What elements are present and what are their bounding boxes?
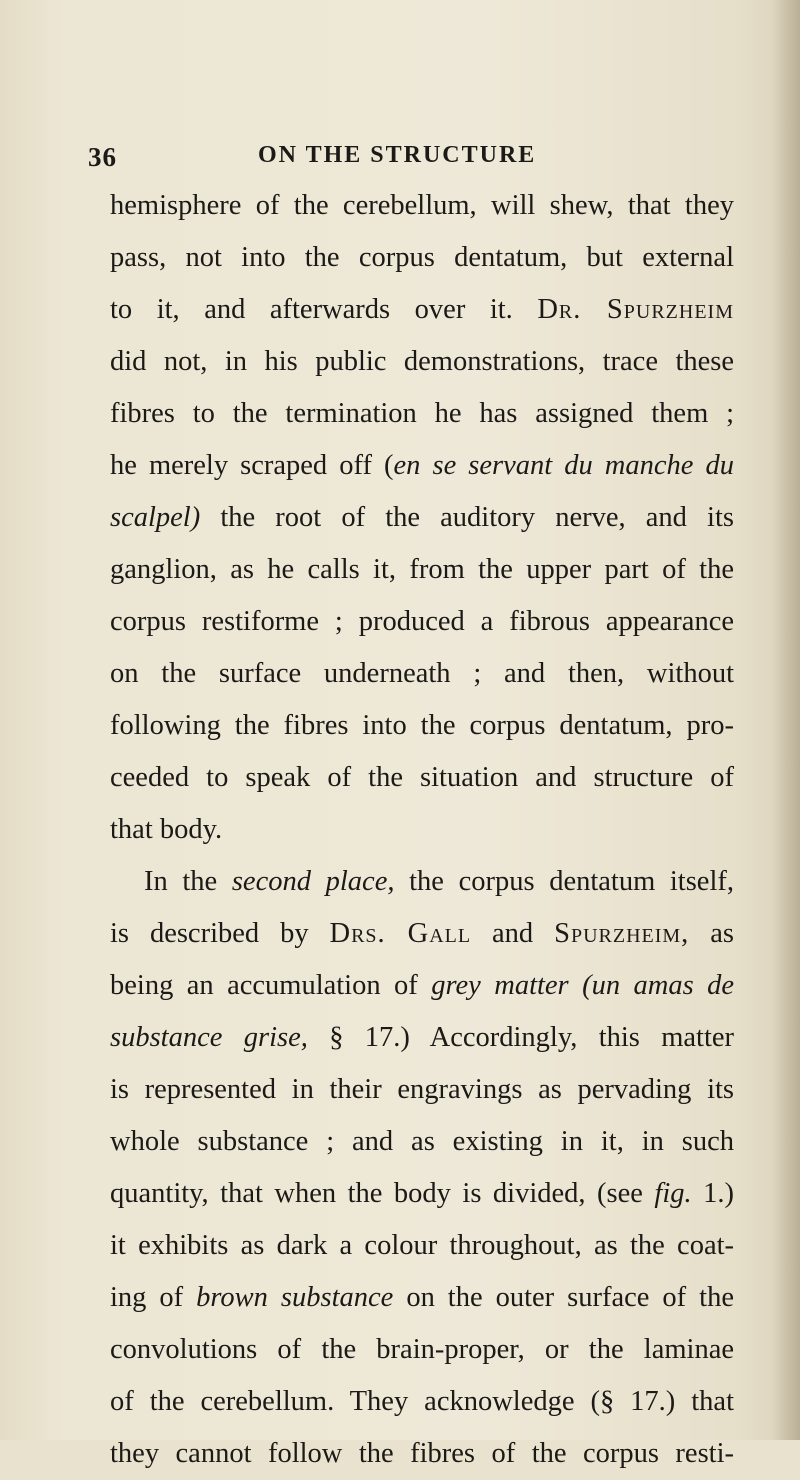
text-segment: to it, and afterwards over it. xyxy=(110,294,538,325)
text-line xyxy=(110,1428,734,1480)
text-line xyxy=(110,1376,734,1428)
text-line xyxy=(110,388,734,440)
text-segment: 1.) xyxy=(691,1178,734,1209)
text-line xyxy=(110,544,734,596)
text-line xyxy=(110,336,734,388)
text-segment: is described by xyxy=(110,918,330,949)
text-segment: In the xyxy=(144,866,232,897)
text-line xyxy=(110,856,734,908)
text-segment: fibres to the termination he has assigned them ; xyxy=(110,398,734,429)
italic-text: grey matter (un amas de xyxy=(431,970,735,1001)
small-caps-text: Drs. Gall xyxy=(329,918,472,949)
italic-text: brown substance xyxy=(196,1282,394,1313)
body-text xyxy=(110,180,734,1480)
text-segment: of the cerebellum. They acknowledge (§ 17.) that xyxy=(110,1386,734,1417)
text-segment: being an accumulation of xyxy=(110,970,432,1001)
page-edge-shadow xyxy=(772,0,800,1440)
text-line xyxy=(110,284,734,336)
text-line xyxy=(110,1116,734,1168)
text-line xyxy=(110,596,734,648)
text-segment: they cannot follow the fibres of the corpus resti- xyxy=(110,1438,734,1469)
text-line xyxy=(110,804,734,856)
text-line xyxy=(110,440,734,492)
running-title: ON THE STRUCTURE xyxy=(258,142,537,168)
text-segment: following the fibres into the corpus dentatum, pro- xyxy=(110,710,734,741)
text-segment: hemisphere of the cerebellum, will shew, that they xyxy=(110,190,734,221)
text-segment: § 17.) Accordingly, this matter xyxy=(307,1022,734,1053)
text-line xyxy=(110,1220,734,1272)
text-segment: did not, in his public demonstrations, trace these xyxy=(110,346,734,377)
text-line xyxy=(110,1012,734,1064)
text-line xyxy=(110,1064,734,1116)
text-line xyxy=(110,960,734,1012)
text-segment: convolutions of the brain-proper, or the laminae xyxy=(110,1334,734,1365)
text-segment: as xyxy=(689,918,734,949)
text-segment: the root of the auditory nerve, and its xyxy=(200,502,734,533)
text-line xyxy=(110,232,734,284)
running-head xyxy=(88,142,728,182)
text-line xyxy=(110,180,734,232)
text-segment: on the outer surface of the xyxy=(393,1282,734,1313)
small-caps-text: Spurzheim, xyxy=(554,918,690,949)
text-segment: corpus restiforme ; produced a fibrous appearance xyxy=(110,606,734,637)
text-line xyxy=(110,1168,734,1220)
italic-text: fig. xyxy=(654,1178,692,1209)
text-segment: whole substance ; and as existing in it, in such xyxy=(110,1126,734,1157)
text-line xyxy=(110,1272,734,1324)
text-line xyxy=(110,1324,734,1376)
text-segment: and xyxy=(471,918,555,949)
italic-text: second place, xyxy=(231,866,395,897)
italic-text: en se servant du manche du xyxy=(393,450,734,481)
text-segment: on the surface underneath ; and then, without xyxy=(110,658,734,689)
text-line xyxy=(110,700,734,752)
text-segment: ing of xyxy=(110,1282,197,1313)
text-line xyxy=(110,752,734,804)
text-segment: he merely scraped off ( xyxy=(110,450,394,481)
text-segment: it exhibits as dark a colour throughout, as the coat- xyxy=(110,1230,734,1261)
page-number: 36 xyxy=(88,142,117,172)
text-segment: ceeded to speak of the situation and structure of xyxy=(110,762,734,793)
text-segment: quantity, that when the body is divided, (see xyxy=(110,1178,655,1209)
text-segment: the corpus dentatum itself, xyxy=(394,866,734,897)
text-line xyxy=(110,492,734,544)
text-segment: pass, not into the corpus dentatum, but external xyxy=(110,242,734,273)
text-segment: ganglion, as he calls it, from the upper part of the xyxy=(110,554,734,585)
italic-text: substance grise, xyxy=(110,1022,308,1053)
text-line xyxy=(110,648,734,700)
italic-text: scalpel) xyxy=(110,502,201,533)
text-line xyxy=(110,908,734,960)
small-caps-text: Dr. Spurzheim xyxy=(537,294,734,325)
text-segment: that body. xyxy=(110,814,223,845)
text-segment: is represented in their engravings as pervading its xyxy=(110,1074,734,1105)
